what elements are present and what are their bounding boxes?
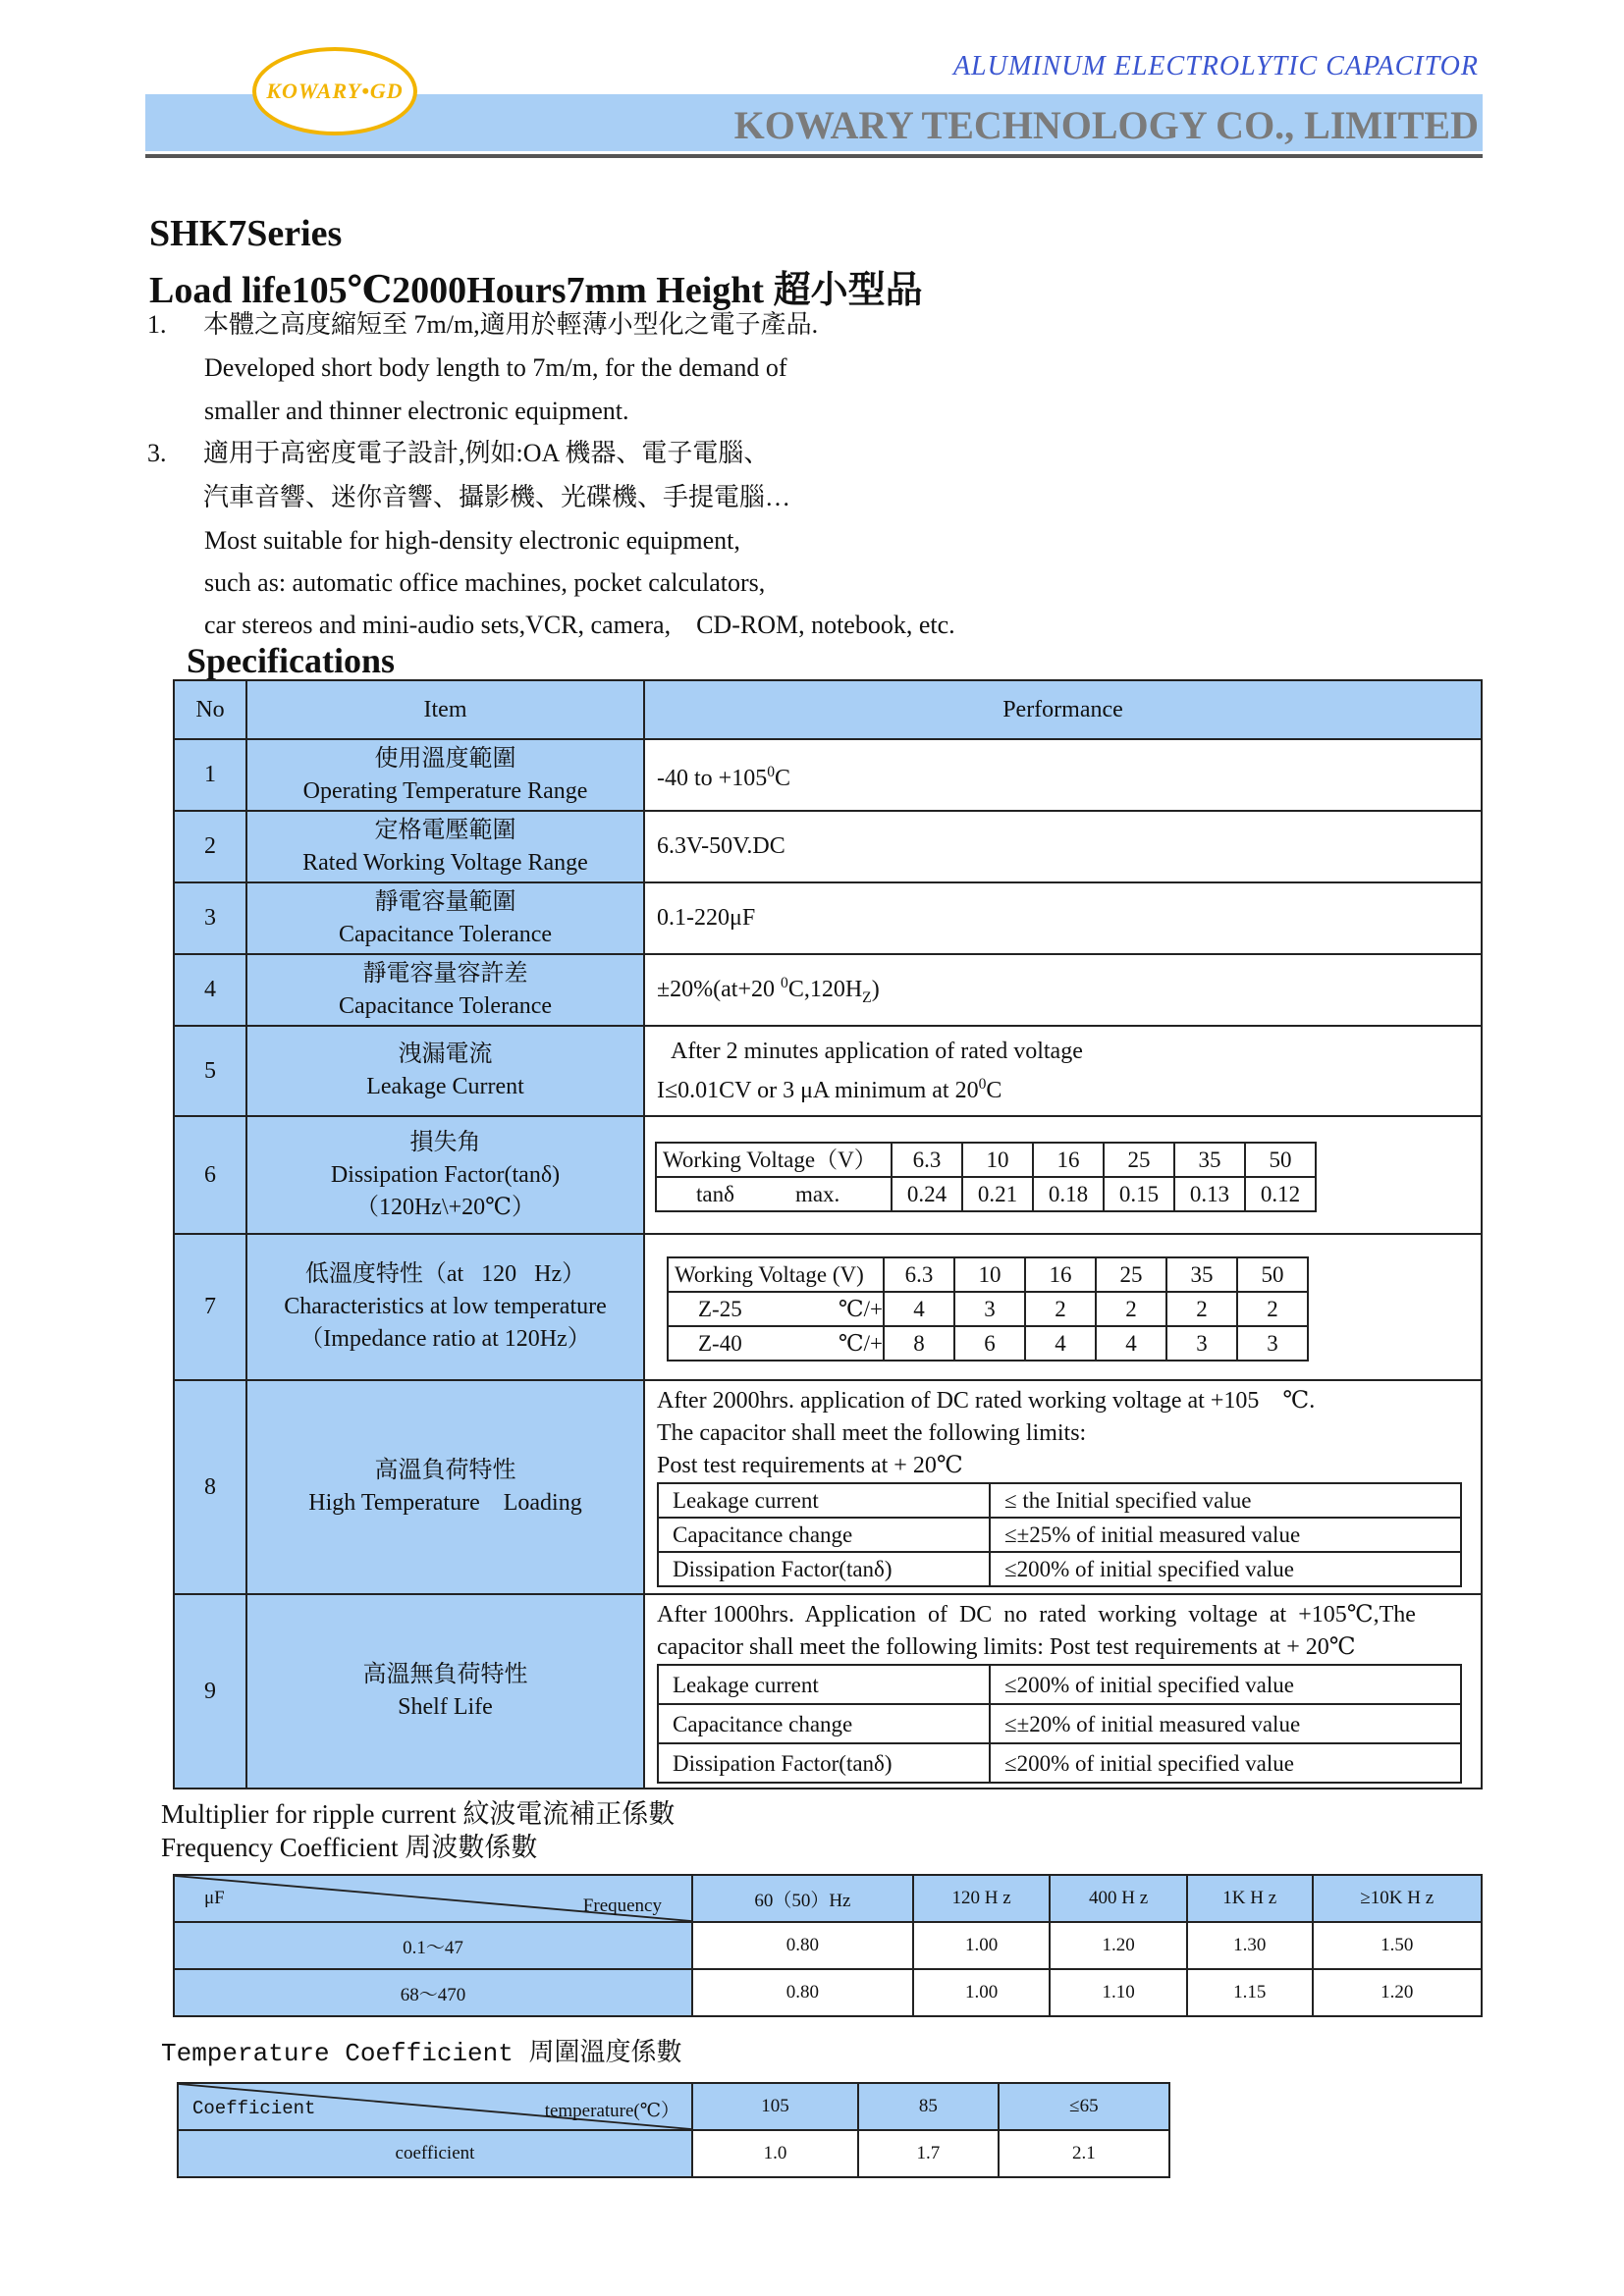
perf-end: C: [986, 1077, 1002, 1103]
lt-label-name: Z-40: [698, 1331, 742, 1356]
item-cond: （Impedance ratio at 120Hz）: [299, 1326, 591, 1352]
row-performance: [644, 1594, 1482, 1789]
limit-row: [658, 1665, 1461, 1704]
row-no: 9: [174, 1594, 246, 1789]
df-voltage: 6.3: [892, 1143, 962, 1177]
limit-label: Capacitance change: [658, 1518, 990, 1552]
frequency-heading: Frequency Coefficient 周波數係數: [161, 1833, 538, 1862]
lt-value: 3: [1166, 1326, 1237, 1361]
company-name: KOWARY TECHNOLOGY CO., LIMITED: [733, 103, 1479, 147]
temperature-coefficient-table: [177, 2082, 1170, 2178]
item-en: Leakage Current: [366, 1074, 524, 1099]
row-no: 4: [174, 954, 246, 1026]
perf-sup: 0: [781, 974, 788, 991]
feature-3-num: 3.: [147, 439, 167, 467]
row-item: [246, 882, 644, 954]
df-value: 0.12: [1245, 1177, 1316, 1211]
freq-corner-right: Frequency: [582, 1896, 662, 1916]
lt-value: 4: [1096, 1326, 1166, 1361]
df-voltage: 50: [1245, 1143, 1316, 1177]
row-item: [246, 1026, 644, 1116]
item-zh: 低溫度特性（at 120 Hz）: [304, 1261, 586, 1287]
perf-line-3: Post test requirements at + 20℃: [657, 1453, 963, 1478]
df-label-b: max.: [794, 1182, 840, 1206]
perf-text: -40 to +105: [657, 765, 768, 791]
lt-label: [668, 1326, 884, 1361]
df-value-row: [656, 1177, 1316, 1211]
feature-3-line-4: such as: automatic office machines, pocket calculators,: [204, 568, 766, 597]
perf-text: ±20%(at+20: [657, 976, 782, 1002]
freq-row-label: 68～470: [174, 1969, 692, 2016]
item-en: High Temperature Loading: [308, 1490, 582, 1516]
lt-voltage: 10: [954, 1257, 1025, 1292]
row-no: 7: [174, 1234, 246, 1380]
lt-voltage: 6.3: [884, 1257, 954, 1292]
freq-header: ≥10K H z: [1313, 1875, 1482, 1922]
freq-value: 1.00: [913, 1969, 1051, 2016]
header-divider: [145, 154, 1483, 158]
item-en: Operating Temperature Range: [302, 777, 588, 804]
lt-label-unit: ℃/+: [838, 1297, 883, 1321]
dissipation-factor-table: [655, 1142, 1317, 1212]
limit-value: ≤ the Initial specified value: [990, 1483, 1461, 1518]
perf-text: I≤0.01CV or 3 μA minimum at 20: [657, 1077, 979, 1103]
row-performance: [644, 739, 1482, 811]
freq-corner-cell: [174, 1875, 692, 1922]
feature-3-line-1: 適用于高密度電子設計,例如:OA 機器、電子電腦、: [203, 439, 770, 467]
feature-1-line-1: 本體之高度縮短至 7m/m,適用於輕薄小型化之電子產品.: [203, 310, 819, 339]
perf-line-1: After 1000hrs. Application of DC no rated working voltage at +105℃,The: [657, 1602, 1416, 1628]
perf-line-2: capacitor shall meet the following limits: Post test requirements at + 20℃: [657, 1634, 1356, 1660]
item-cond: （120Hz\+20℃）: [354, 1194, 536, 1220]
lt-value: 3: [1237, 1326, 1308, 1361]
df-voltage: 16: [1033, 1143, 1104, 1177]
freq-value: 1.15: [1187, 1969, 1313, 2016]
spec-row-9: [174, 1594, 1482, 1789]
freq-value: 1.20: [1313, 1969, 1482, 2016]
lt-value: 3: [954, 1292, 1025, 1326]
lt-value: 4: [884, 1292, 954, 1326]
specifications-table: [173, 679, 1483, 1789]
row-item: [246, 811, 644, 882]
tc-value-row: [178, 2130, 1169, 2177]
spec-row-8: [174, 1380, 1482, 1594]
item-en: Capacitance Tolerance: [338, 992, 553, 1019]
specifications-heading: Specifications: [187, 641, 395, 680]
row-performance: [644, 1234, 1482, 1380]
row-no: 3: [174, 882, 246, 954]
tc-header: 85: [858, 2083, 999, 2130]
df-value: 0.21: [962, 1177, 1033, 1211]
spec-row-4: [174, 954, 1482, 1026]
header-performance: Performance: [644, 680, 1482, 739]
row-performance: [644, 954, 1482, 1026]
perf-line-2: The capacitor shall meet the following limits:: [657, 1420, 1087, 1446]
freq-row-2: [174, 1969, 1482, 2016]
df-value: 0.24: [892, 1177, 962, 1211]
tc-value: 2.1: [999, 2130, 1169, 2177]
perf-line-1: After 2 minutes application of rated voltage: [671, 1038, 1083, 1064]
lt-voltage: 16: [1025, 1257, 1096, 1292]
feature-3-line-5: car stereos and mini-audio sets,VCR, camera, CD-ROM, notebook, etc.: [204, 611, 955, 639]
limit-value: ≤±25% of initial measured value: [990, 1518, 1461, 1552]
row-performance: [644, 1380, 1482, 1594]
lt-label: Working Voltage (V): [668, 1257, 884, 1292]
freq-value: 1.00: [913, 1922, 1051, 1969]
limit-value: ≤200% of initial specified value: [990, 1665, 1461, 1704]
freq-row-1: [174, 1922, 1482, 1969]
low-temperature-table: [667, 1256, 1309, 1362]
perf-mid: C,120H: [787, 976, 863, 1002]
lt-value: 2: [1166, 1292, 1237, 1326]
item-en: Rated Working Voltage Range: [302, 849, 588, 876]
row-no: 5: [174, 1026, 246, 1116]
row-item: [246, 739, 644, 811]
freq-header-row: [174, 1875, 1482, 1922]
tc-corner-right: temperature(℃）: [544, 2101, 679, 2121]
freq-header: 120 H z: [913, 1875, 1051, 1922]
row-no: 6: [174, 1116, 246, 1234]
limit-value: ≤±20% of initial measured value: [990, 1704, 1461, 1743]
loading-limits-table: [657, 1482, 1462, 1587]
freq-value: 0.80: [692, 1969, 913, 2016]
perf-sup: 0: [978, 1075, 987, 1093]
limit-row: [658, 1483, 1461, 1518]
feature-3-line-2: 汽車音響、迷你音響、攝影機、光碟機、手提電腦…: [203, 483, 791, 511]
feature-1-line-2: Developed short body length to 7m/m, for the demand of: [204, 353, 787, 382]
lt-value: 2: [1025, 1292, 1096, 1326]
header-no: No: [174, 680, 246, 739]
header-item: Item: [246, 680, 644, 739]
tc-corner-cell: [178, 2083, 692, 2130]
row-item: [246, 1594, 644, 1789]
df-label: [656, 1177, 892, 1211]
limit-row: [658, 1552, 1461, 1586]
freq-value: 1.30: [1187, 1922, 1313, 1969]
lt-value: 8: [884, 1326, 954, 1361]
limit-row: [658, 1704, 1461, 1743]
lt-voltage-row: [668, 1257, 1308, 1292]
lt-value: 2: [1096, 1292, 1166, 1326]
tc-header: ≤65: [999, 2083, 1169, 2130]
lt-label: [668, 1292, 884, 1326]
lt-value: 6: [954, 1326, 1025, 1361]
row-performance: 0.1-220μF: [644, 882, 1482, 954]
row-no: 2: [174, 811, 246, 882]
item-en: Characteristics at low temperature: [284, 1294, 607, 1319]
row-performance: [644, 1116, 1482, 1234]
limit-label: Capacitance change: [658, 1704, 990, 1743]
perf-sub: Z: [862, 988, 872, 1006]
spec-row-6: [174, 1116, 1482, 1234]
item-zh: 使用溫度範圍: [374, 745, 516, 772]
item-en: Capacitance Tolerance: [338, 921, 553, 947]
spec-row-7: [174, 1234, 1482, 1380]
feature-1-line-3: smaller and thinner electronic equipment.: [204, 397, 629, 425]
df-label: Working Voltage（V）: [656, 1143, 892, 1177]
lt-voltage: 35: [1166, 1257, 1237, 1292]
tc-row-label: coefficient: [178, 2130, 692, 2177]
lt-z40-row: [668, 1326, 1308, 1361]
perf-line-2: [657, 1068, 1481, 1107]
df-voltage-row: [656, 1143, 1316, 1177]
frequency-coefficient-table: [173, 1874, 1483, 2017]
tc-header-row: [178, 2083, 1169, 2130]
freq-row-label: 0.1～47: [174, 1922, 692, 1969]
lt-label-unit: ℃/+: [838, 1331, 883, 1356]
lt-value: 4: [1025, 1326, 1096, 1361]
lt-label-name: Z-25: [698, 1297, 742, 1321]
row-no: 8: [174, 1380, 246, 1594]
item-zh: 高溫負荷特性: [374, 1458, 516, 1483]
limit-row: [658, 1743, 1461, 1783]
perf-sup: 0: [767, 763, 775, 780]
freq-header: 400 H z: [1050, 1875, 1187, 1922]
series-subtitle: Load life105℃2000Hours7mm Height 超小型品: [149, 270, 923, 311]
spec-row-1: [174, 739, 1482, 811]
spec-row-2: [174, 811, 1482, 882]
limit-row: [658, 1518, 1461, 1552]
spec-header-row: [174, 680, 1482, 739]
item-zh: 高溫無負荷特性: [362, 1662, 528, 1687]
df-voltage: 10: [962, 1143, 1033, 1177]
limit-label: Leakage current: [658, 1483, 990, 1518]
item-en: Dissipation Factor(tanδ): [330, 1161, 561, 1188]
limit-label: Dissipation Factor(tanδ): [658, 1552, 990, 1586]
df-voltage: 25: [1104, 1143, 1174, 1177]
row-item: [246, 1380, 644, 1594]
df-value: 0.13: [1174, 1177, 1245, 1211]
tc-value: 1.0: [692, 2130, 858, 2177]
series-title: SHK7Series: [149, 213, 343, 254]
header-subtitle: ALUMINUM ELECTROLYTIC CAPACITOR: [952, 51, 1479, 81]
freq-header: 1K H z: [1187, 1875, 1313, 1922]
ripple-heading: Multiplier for ripple current 紋波電流補正係數: [161, 1799, 676, 1829]
perf-end: C: [775, 765, 791, 791]
row-item: [246, 1116, 644, 1234]
freq-corner-left: μF: [204, 1888, 225, 1908]
df-voltage: 35: [1174, 1143, 1245, 1177]
lt-value: 2: [1237, 1292, 1308, 1326]
item-zh: 損失角: [409, 1129, 481, 1155]
feature-3-line-3: Most suitable for high-density electronic equipment,: [204, 526, 740, 555]
temperature-heading: Temperature Coefficient 周圍溫度係數: [161, 2039, 682, 2068]
freq-value: 0.80: [692, 1922, 913, 1969]
item-zh: 洩漏電流: [398, 1041, 493, 1067]
row-item: [246, 954, 644, 1026]
tc-corner-left: Coefficient: [192, 2098, 316, 2119]
df-label-a: tanδ: [696, 1182, 734, 1206]
item-zh: 靜電容量範圍: [374, 888, 516, 915]
tc-value: 1.7: [858, 2130, 999, 2177]
freq-value: 1.50: [1313, 1922, 1482, 1969]
lt-voltage: 25: [1096, 1257, 1166, 1292]
shelf-limits-table: [657, 1664, 1462, 1784]
tc-header: 105: [692, 2083, 858, 2130]
company-logo: [252, 47, 417, 135]
limit-value: ≤200% of initial specified value: [990, 1743, 1461, 1783]
df-value: 0.18: [1033, 1177, 1104, 1211]
perf-end: ): [871, 976, 880, 1002]
limit-value: ≤200% of initial specified value: [990, 1552, 1461, 1586]
perf-line-1: After 2000hrs. application of DC rated working voltage at +105 ℃.: [657, 1388, 1316, 1414]
row-performance: [644, 1026, 1482, 1116]
row-item: [246, 1234, 644, 1380]
row-no: 1: [174, 739, 246, 811]
freq-header: 60（50）Hz: [692, 1875, 913, 1922]
spec-row-5: [174, 1026, 1482, 1116]
row-performance: 6.3V-50V.DC: [644, 811, 1482, 882]
limit-label: Leakage current: [658, 1665, 990, 1704]
logo-text: KOWARY•GD: [266, 79, 404, 103]
feature-1-num: 1.: [147, 310, 167, 339]
freq-value: 1.20: [1050, 1922, 1187, 1969]
df-value: 0.15: [1104, 1177, 1174, 1211]
limit-label: Dissipation Factor(tanδ): [658, 1743, 990, 1783]
item-zh: 定格電壓範圍: [374, 817, 516, 843]
lt-z25-row: [668, 1292, 1308, 1326]
item-zh: 靜電容量容許差: [362, 960, 528, 987]
spec-row-3: [174, 882, 1482, 954]
freq-value: 1.10: [1050, 1969, 1187, 2016]
item-en: Shelf Life: [398, 1694, 493, 1720]
lt-voltage: 50: [1237, 1257, 1308, 1292]
